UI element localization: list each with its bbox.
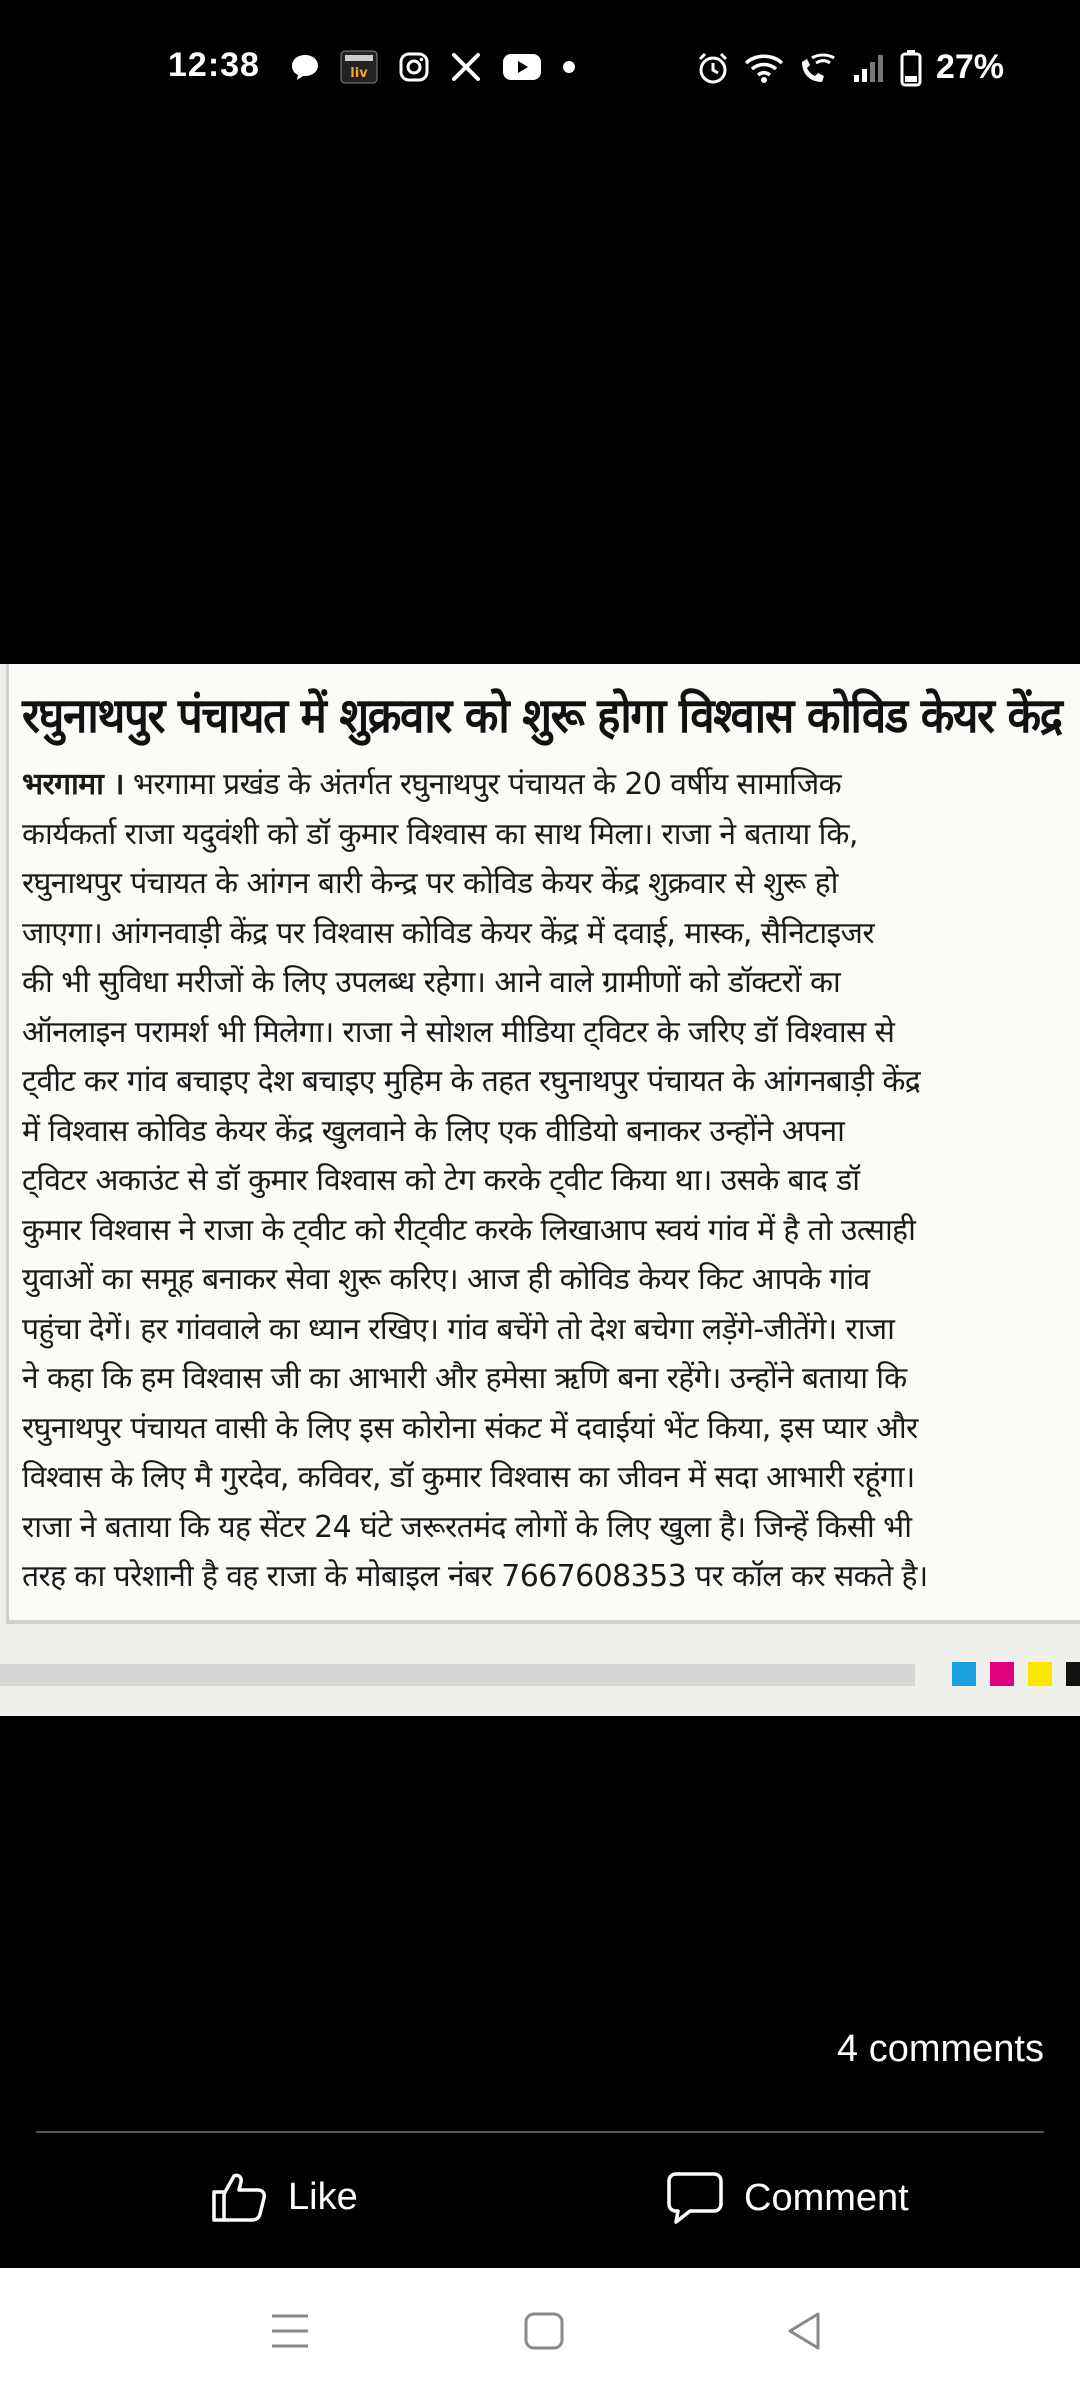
wifi-calling-icon (798, 52, 838, 84)
article-line: युवाओं का समूह बनाकर सेवा शुरू करिए। आज ही कोविड केयर किट आपके गांव (22, 1262, 870, 1297)
chat-bubble-icon (290, 52, 320, 82)
post-image-newspaper-clipping[interactable] (0, 664, 1080, 1716)
article-line: जाएगा। आंगनवाड़ी केंद्र पर विश्वास कोविड केयर केंद्र में दवाई, मास्क, सैनिटाइजर (22, 915, 875, 951)
status-time: 12:38 (168, 46, 260, 84)
article-line: की भी सुविधा मरीजों के लिए उपलब्ध रहेगा। आने वाले ग्रामीणों को डॉक्टरों का (22, 965, 841, 1000)
sonyliv-icon (340, 50, 378, 84)
article-body (22, 760, 1062, 1602)
article-line: भरगामा । भरगामा प्रखंड के अंतर्गत रघुनाथपुर पंचायत के 20 वर्षीय सामाजिक (22, 767, 842, 802)
status-bar (0, 0, 1080, 140)
article-headline: रघुनाथपुर पंचायत में शुक्रवार को शुरू होगा विश्वास कोविड केयर केंद्र (22, 688, 1062, 744)
divider (36, 2131, 1044, 2133)
clipping-gray-bar (0, 1664, 915, 1686)
youtube-icon (502, 52, 542, 82)
navigation-bar (0, 2268, 1080, 2400)
signal-icon (852, 53, 886, 83)
color-swatch-cyan (952, 1662, 976, 1686)
comment-bubble-icon (666, 2170, 724, 2226)
article-line: ऑनलाइन परामर्श भी मिलेगा। राजा ने सोशल मीडिया ट्विटर के जरिए डॉ विश्वास से (22, 1014, 895, 1050)
svg-text:liv: liv (350, 66, 368, 81)
color-swatch-magenta (990, 1662, 1014, 1686)
article-line: में विश्वास कोविड केयर केंद्र खुलवाने के लिए एक वीडियो बनाकर उन्होंने अपना (22, 1113, 845, 1149)
article-line: ट्वीट कर गांव बचाइए देश बचाइए मुहिम के तहत रघुनाथपुर पंचायत के आंगनबाड़ी केंद्र (22, 1064, 921, 1099)
article-line: रघुनाथपुर पंचायत वासी के लिए इस कोरोना संकट में दवाईयां भेंट किया, इस प्यार और (22, 1410, 918, 1446)
notification-icons (290, 50, 576, 84)
article-line: रघुनाथपुर पंचायत के आंगन बारी केन्द्र पर कोविड केयर केंद्र शुक्रवार से शुरू हो (22, 866, 838, 901)
alarm-icon (696, 51, 730, 85)
home-icon[interactable] (522, 2306, 566, 2356)
back-icon[interactable] (782, 2306, 826, 2356)
article-line: कार्यकर्ता राजा यदुवंशी को डॉ कुमार विश्वास का साथ मिला। राजा ने बताया कि, (22, 816, 858, 852)
article-line: पहुंचा देगें। हर गांववाले का ध्यान रखिए। गांव बचेंगे तो देश बचेगा लड़ेंगे-जीतेंगे। राजा (22, 1311, 895, 1347)
x-icon (450, 51, 482, 83)
thumbs-up-icon (210, 2170, 268, 2224)
article-line: ने कहा कि हम विश्वास जी का आभारी और हमेसा ऋणि बना रहेंगे। उन्होंने बताया कि (22, 1361, 907, 1396)
system-icons (696, 48, 1004, 87)
instagram-icon (398, 51, 430, 83)
article-line: तरह का परेशानी है वह राजा के मोबाइल नंबर 7667608353 पर कॉल कर सकते है। (22, 1559, 928, 1594)
battery-icon (900, 49, 922, 87)
like-button[interactable] (210, 2170, 358, 2224)
battery-percentage: 27% (935, 48, 1004, 86)
comment-label: Comment (744, 2176, 909, 2219)
wifi-icon (744, 52, 784, 84)
color-swatch-yellow (1028, 1662, 1052, 1686)
like-label: Like (288, 2175, 358, 2218)
color-swatch-black (1066, 1662, 1080, 1686)
article-line: राजा ने बताया कि यह सेंटर 24 घंटे जरूरतमंद लोगों के लिए खुला है। जिन्हें किसी भी (22, 1509, 912, 1545)
article-line: कुमार विश्वास ने राजा के ट्वीट को रीट्वीट करके लिखाआप स्वयं गांव में है तो उत्साही (22, 1212, 916, 1248)
comments-count-link[interactable]: 4 comments (837, 2028, 1044, 2070)
article-line: विश्वास के लिए मै गुरदेव, कविवर, डॉ कुमार विश्वास का जीवन में सदा आभारी रहूंगा। (22, 1460, 915, 1495)
article-line: ट्विटर अकाउंट से डॉ कुमार विश्वास को टेग करके ट्वीट किया था। उसके बाद डॉ (22, 1163, 860, 1198)
recent-apps-icon[interactable] (266, 2306, 314, 2356)
comment-button[interactable] (666, 2170, 909, 2226)
article-dateline: भरगामा । (22, 767, 124, 802)
dot-icon (562, 60, 576, 74)
